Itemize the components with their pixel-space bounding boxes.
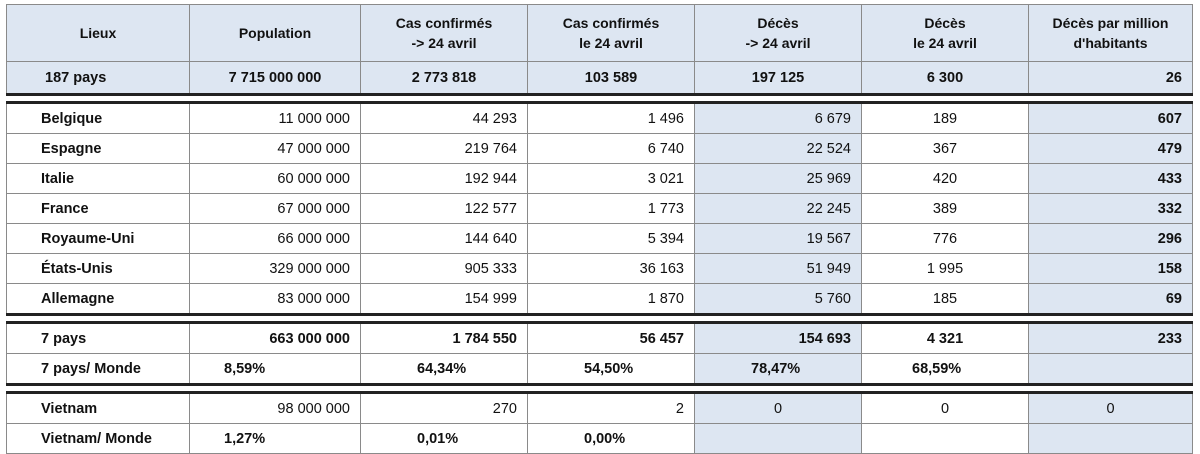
header-cas-cumul: Cas confirmés -> 24 avril [361, 5, 528, 62]
country-name: Italie [7, 164, 190, 194]
country-deces-cumul: 5 760 [695, 284, 862, 315]
seven-deces-cumul: 154 693 [695, 323, 862, 354]
country-cas-jour: 1 496 [528, 103, 695, 134]
seven-ratio-cas-jour: 54,50% [528, 354, 695, 385]
world-deces-million: 26 [1029, 62, 1193, 95]
country-deces-cumul: 51 949 [695, 254, 862, 284]
country-deces-million: 433 [1029, 164, 1193, 194]
table-row [7, 164, 1193, 194]
country-deces-million: 607 [1029, 103, 1193, 134]
country-deces-cumul: 25 969 [695, 164, 862, 194]
vietnam-ratio-empty-2 [862, 424, 1029, 454]
seven-ratio-lieu: 7 pays/ Monde [7, 354, 190, 385]
country-name: Allemagne [7, 284, 190, 315]
separator [7, 95, 1193, 103]
vietnam-ratio-cas-jour: 0,00% [528, 424, 695, 454]
table-row [7, 103, 1193, 134]
vietnam-cas-jour: 2 [528, 393, 695, 424]
country-deces-jour: 389 [862, 194, 1029, 224]
seven-deces-jour: 4 321 [862, 323, 1029, 354]
vietnam-deces-jour: 0 [862, 393, 1029, 424]
separator [7, 385, 1193, 393]
country-cas-jour: 5 394 [528, 224, 695, 254]
country-deces-million: 479 [1029, 134, 1193, 164]
header-lieux: Lieux [7, 5, 190, 62]
separator [7, 315, 1193, 323]
world-lieu: 187 pays [7, 62, 190, 95]
country-deces-jour: 189 [862, 103, 1029, 134]
world-cas-jour: 103 589 [528, 62, 695, 95]
covid-stats-table [6, 4, 1193, 454]
seven-ratio-deces-jour: 68,59% [862, 354, 1029, 385]
country-cas-cumul: 154 999 [361, 284, 528, 315]
seven-ratio-deces-cumul: 78,47% [695, 354, 862, 385]
world-row [7, 62, 1193, 95]
seven-ratio-row [7, 354, 1193, 385]
country-population: 60 000 000 [190, 164, 361, 194]
vietnam-deces-cumul: 0 [695, 393, 862, 424]
country-deces-cumul: 22 524 [695, 134, 862, 164]
country-deces-jour: 185 [862, 284, 1029, 315]
country-deces-cumul: 22 245 [695, 194, 862, 224]
country-deces-million: 158 [1029, 254, 1193, 284]
country-cas-cumul: 122 577 [361, 194, 528, 224]
country-population: 47 000 000 [190, 134, 361, 164]
country-cas-jour: 6 740 [528, 134, 695, 164]
country-name: Espagne [7, 134, 190, 164]
country-name: États-Unis [7, 254, 190, 284]
country-cas-jour: 1 773 [528, 194, 695, 224]
world-cas-cumul: 2 773 818 [361, 62, 528, 95]
country-cas-jour: 36 163 [528, 254, 695, 284]
country-name: France [7, 194, 190, 224]
vietnam-ratio-empty-3 [1029, 424, 1193, 454]
vietnam-lieu: Vietnam [7, 393, 190, 424]
vietnam-ratio-empty-1 [695, 424, 862, 454]
seven-cas-cumul: 1 784 550 [361, 323, 528, 354]
vietnam-deces-million: 0 [1029, 393, 1193, 424]
vietnam-ratio-row [7, 424, 1193, 454]
vietnam-population: 98 000 000 [190, 393, 361, 424]
country-cas-jour: 3 021 [528, 164, 695, 194]
seven-row [7, 323, 1193, 354]
world-population: 7 715 000 000 [190, 62, 361, 95]
seven-ratio-empty [1029, 354, 1193, 385]
country-deces-million: 69 [1029, 284, 1193, 315]
table-row [7, 284, 1193, 315]
country-deces-jour: 420 [862, 164, 1029, 194]
country-cas-cumul: 144 640 [361, 224, 528, 254]
country-cas-cumul: 44 293 [361, 103, 528, 134]
header-row [7, 5, 1193, 62]
country-cas-jour: 1 870 [528, 284, 695, 315]
country-population: 67 000 000 [190, 194, 361, 224]
country-cas-cumul: 192 944 [361, 164, 528, 194]
country-name: Belgique [7, 103, 190, 134]
vietnam-row [7, 393, 1193, 424]
table-row [7, 224, 1193, 254]
country-population: 66 000 000 [190, 224, 361, 254]
country-name: Royaume-Uni [7, 224, 190, 254]
country-cas-cumul: 219 764 [361, 134, 528, 164]
country-cas-cumul: 905 333 [361, 254, 528, 284]
country-deces-jour: 1 995 [862, 254, 1029, 284]
seven-population: 663 000 000 [190, 323, 361, 354]
country-population: 11 000 000 [190, 103, 361, 134]
header-deces-cumul: Décès -> 24 avril [695, 5, 862, 62]
country-deces-jour: 367 [862, 134, 1029, 164]
country-deces-jour: 776 [862, 224, 1029, 254]
header-population: Population [190, 5, 361, 62]
table-row [7, 194, 1193, 224]
covid-table-container [6, 4, 1192, 454]
vietnam-ratio-population: 1,27% [190, 424, 361, 454]
seven-cas-jour: 56 457 [528, 323, 695, 354]
vietnam-ratio-cas-cumul: 0,01% [361, 424, 528, 454]
table-row [7, 134, 1193, 164]
seven-ratio-population: 8,59% [190, 354, 361, 385]
vietnam-cas-cumul: 270 [361, 393, 528, 424]
seven-ratio-cas-cumul: 64,34% [361, 354, 528, 385]
world-deces-jour: 6 300 [862, 62, 1029, 95]
country-deces-million: 332 [1029, 194, 1193, 224]
header-deces-million: Décès par million d'habitants [1029, 5, 1193, 62]
country-population: 329 000 000 [190, 254, 361, 284]
country-deces-million: 296 [1029, 224, 1193, 254]
seven-deces-million: 233 [1029, 323, 1193, 354]
seven-lieu: 7 pays [7, 323, 190, 354]
header-cas-jour: Cas confirmés le 24 avril [528, 5, 695, 62]
vietnam-ratio-lieu: Vietnam/ Monde [7, 424, 190, 454]
world-deces-cumul: 197 125 [695, 62, 862, 95]
country-deces-cumul: 6 679 [695, 103, 862, 134]
country-population: 83 000 000 [190, 284, 361, 315]
table-row [7, 254, 1193, 284]
country-deces-cumul: 19 567 [695, 224, 862, 254]
header-deces-jour: Décès le 24 avril [862, 5, 1029, 62]
